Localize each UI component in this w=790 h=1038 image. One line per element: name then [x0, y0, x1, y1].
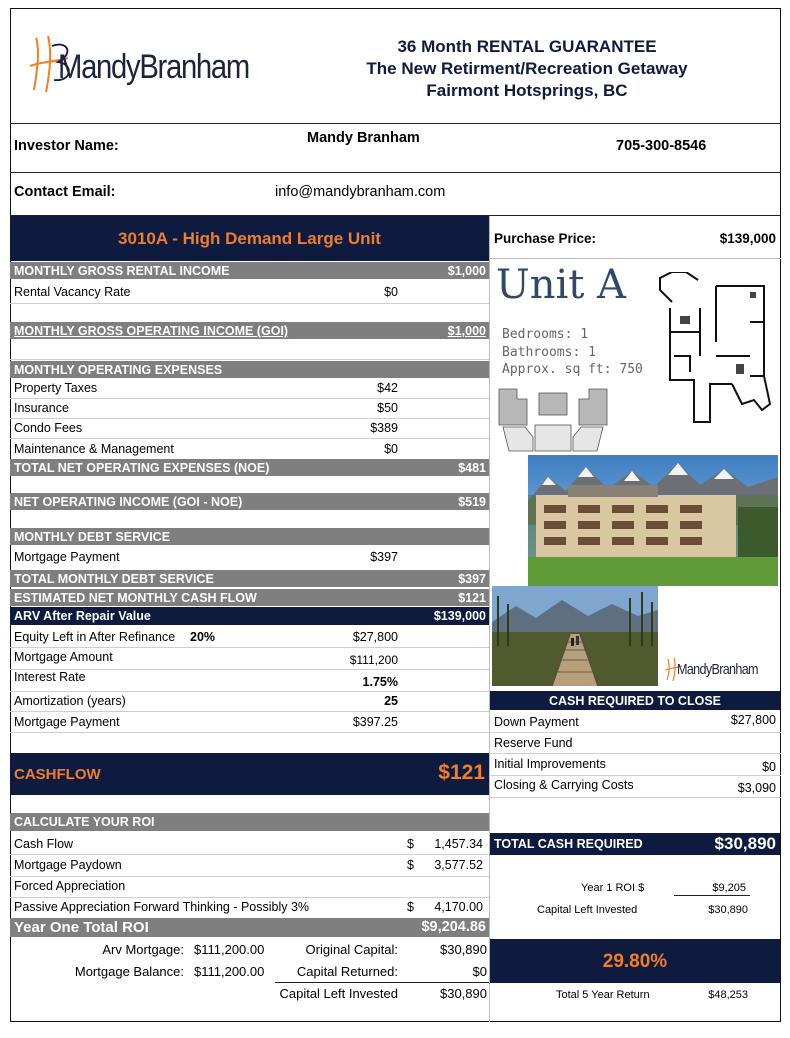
- row-divider: [10, 438, 489, 439]
- column-divider: [489, 216, 490, 1022]
- divider: [489, 258, 781, 259]
- unit-title: 3010A - High Demand Large Unit: [118, 229, 381, 248]
- expenses-header: MONTHLY OPERATING EXPENSES: [14, 363, 223, 377]
- interest-value: 1.75%: [362, 675, 398, 689]
- debt-mortgage-label: Mortgage Payment: [14, 550, 120, 564]
- header-titles: [300, 36, 754, 102]
- roi-header-bar: [10, 813, 489, 831]
- roi-item-currency: $: [407, 858, 414, 872]
- five-year-value: $48,253: [708, 989, 748, 1001]
- contact-email-value[interactable]: info@mandybranham.com: [275, 184, 446, 200]
- expense-value: $50: [377, 401, 398, 415]
- year1-roi-label: Year 1 ROI $: [581, 882, 645, 894]
- roi-item-label: Mortgage Paydown: [14, 858, 122, 872]
- building-footprint-image: [495, 385, 611, 457]
- total-cash-value: $30,890: [714, 834, 776, 853]
- boardwalk-photo: [492, 586, 658, 686]
- roi-item-value: 3,577.52: [434, 858, 483, 872]
- row-divider: [10, 691, 489, 692]
- row-divider: [489, 753, 781, 754]
- roi-item-currency: $: [407, 837, 414, 851]
- resort-building-photo: [528, 455, 778, 586]
- cashflow-value: $121: [438, 761, 485, 784]
- noi-value: $519: [458, 495, 486, 509]
- gross-income-bar: [10, 262, 489, 279]
- expense-label: Maintenance & Management: [14, 442, 174, 456]
- cash-to-close-title: CASH REQUIRED TO CLOSE: [548, 694, 721, 708]
- original-capital-value: $30,890: [440, 942, 487, 957]
- arv-label: ARV After Repair Value: [14, 609, 151, 623]
- small-brand-logo: [664, 656, 780, 682]
- row-divider: [10, 418, 489, 419]
- roi-item-currency: $: [407, 900, 414, 914]
- close-item-label: Down Payment: [494, 715, 579, 729]
- noi-label: NET OPERATING INCOME (GOI - NOE): [14, 495, 243, 509]
- goi-value: $1,000: [447, 324, 486, 338]
- investor-phone: 705-300-8546: [616, 138, 707, 154]
- vacancy-value: $0: [384, 285, 398, 299]
- equity-pct: 20%: [190, 630, 216, 644]
- bathrooms-text: Bathrooms: 1: [502, 345, 596, 360]
- roi-total-value: $9,204.86: [421, 919, 486, 935]
- close-item-value: $3,090: [737, 781, 776, 795]
- mortgage-balance-label: Mortgage Balance:: [74, 964, 184, 979]
- payment-value: $397.25: [352, 715, 398, 729]
- roi-item-label: Forced Appreciation: [14, 879, 126, 893]
- close-item-label: Reserve Fund: [494, 736, 573, 750]
- amortization-label: Amortization (years): [14, 694, 126, 708]
- expenses-header-bar: [10, 361, 489, 378]
- debt-header-bar: [10, 528, 489, 545]
- unit-title-banner: [10, 216, 489, 261]
- title-line-1: 36 Month RENTAL GUARANTEE: [397, 37, 657, 56]
- capital-left-label: Capital Left Invested: [279, 986, 398, 1001]
- five-year-label: Total 5 Year Return: [556, 989, 650, 1001]
- row-divider: [10, 711, 489, 712]
- bedrooms-text: Bedrooms: 1: [502, 327, 589, 342]
- payment-label: Mortgage Payment: [14, 715, 120, 729]
- total-debt-value: $397: [458, 572, 486, 586]
- noe-bar: [10, 459, 489, 476]
- roi-total-label: Year One Total ROI: [14, 919, 149, 936]
- arv-mortgage-label: Arv Mortgage:: [102, 942, 184, 957]
- roi-header: CALCULATE YOUR ROI: [14, 815, 155, 829]
- cashflow-label: CASHFLOW: [14, 766, 101, 783]
- capital-left-right-label: Capital Left Invested: [537, 904, 638, 916]
- logo-text: MandyBranham: [58, 48, 249, 86]
- contact-email-label: Contact Email:: [14, 184, 116, 200]
- noi-bar: [10, 493, 489, 510]
- debt-header: MONTHLY DEBT SERVICE: [14, 530, 171, 544]
- row-divider: [10, 732, 489, 733]
- roi-total-bar: [10, 918, 489, 937]
- gross-income-label: MONTHLY GROSS RENTAL INCOME: [14, 264, 230, 278]
- roi-item-label: Cash Flow: [14, 837, 74, 851]
- total-cash-banner: [490, 833, 780, 855]
- sqft-text: Approx. sq ft: 750: [502, 362, 643, 377]
- row-divider: [10, 647, 489, 648]
- divider: [10, 123, 781, 124]
- capital-left-value: $30,890: [440, 986, 487, 1001]
- net-cashflow-label: ESTIMATED NET MONTHLY CASH FLOW: [14, 591, 257, 605]
- equity-label: Equity Left in After Refinance: [14, 630, 176, 644]
- expense-value: $42: [377, 381, 398, 395]
- return-pct: 29.80%: [602, 951, 668, 972]
- row-divider: [10, 303, 489, 304]
- small-logo-text: MandyBranham: [677, 661, 758, 678]
- close-item-label: Closing & Carrying Costs: [494, 778, 634, 792]
- debt-mortgage-value: $397: [370, 550, 398, 564]
- total-cash-label: TOTAL CASH REQUIRED: [494, 837, 643, 851]
- expense-label: Insurance: [14, 401, 69, 415]
- net-cashflow-bar: [10, 589, 489, 606]
- row-divider: [10, 897, 489, 898]
- brand-logo: [28, 34, 273, 96]
- year1-roi-value: $9,205: [712, 882, 746, 894]
- arv-bar: [10, 607, 489, 625]
- row-divider: [10, 876, 489, 877]
- interest-label: Interest Rate: [14, 670, 86, 684]
- row-divider: [10, 359, 489, 360]
- roi-item-value: 4,170.00: [434, 900, 483, 914]
- expense-value: $389: [370, 421, 398, 435]
- expense-label: Property Taxes: [14, 381, 98, 395]
- purchase-price-value: $139,000: [719, 231, 776, 246]
- arv-value: $139,000: [433, 609, 486, 623]
- expense-value: $0: [384, 442, 398, 456]
- equity-value: $27,800: [352, 630, 398, 644]
- row-divider: [10, 398, 489, 399]
- mortgage-amount-label: Mortgage Amount: [14, 650, 113, 664]
- investor-name-label: Investor Name:: [14, 138, 119, 154]
- roi-item-value: 1,457.34: [434, 837, 483, 851]
- roi-item-label: Passive Appreciation Forward Thinking - Possibly 3%: [14, 900, 310, 914]
- return-pct-banner: [490, 939, 780, 983]
- cashflow-banner: [10, 753, 489, 795]
- purchase-price-label: Purchase Price:: [494, 231, 597, 246]
- mortgage-balance-value: $111,200.00: [194, 964, 265, 979]
- close-item-value: $0: [762, 760, 776, 774]
- row-divider: [489, 775, 781, 776]
- capital-left-right-value: $30,890: [708, 904, 748, 916]
- net-cashflow-value: $121: [458, 591, 486, 605]
- noe-label: TOTAL NET OPERATING EXPENSES (NOE): [14, 461, 270, 475]
- vacancy-label: Rental Vacancy Rate: [14, 285, 131, 299]
- amortization-value: 25: [384, 694, 398, 708]
- row-divider: [10, 854, 489, 855]
- goi-label: MONTHLY GROSS OPERATING INCOME (GOI): [14, 324, 289, 338]
- capital-returned-label: Capital Returned:: [296, 964, 398, 979]
- divider: [10, 172, 781, 173]
- noe-value: $481: [458, 461, 486, 475]
- cash-to-close-header: [490, 691, 780, 710]
- mortgage-amount-value: $111,200: [349, 653, 398, 667]
- expense-label: Condo Fees: [14, 421, 83, 435]
- total-debt-bar: [10, 570, 489, 587]
- total-debt-label: TOTAL MONTHLY DEBT SERVICE: [14, 572, 214, 586]
- close-item-value: $27,800: [730, 713, 776, 727]
- gross-income-value: $1,000: [447, 264, 486, 278]
- title-line-3: Fairmont Hotsprings, BC: [426, 81, 628, 100]
- row-divider: [489, 732, 781, 733]
- investor-name-value: Mandy Branham: [307, 130, 420, 146]
- capital-returned-value: $0: [472, 964, 487, 979]
- title-line-2: The New Retirment/Recreation Getaway: [366, 59, 688, 78]
- row-divider: [489, 797, 781, 798]
- floorplan-title: Unit A: [496, 262, 626, 308]
- divider: [674, 895, 750, 896]
- original-capital-label: Original Capital:: [305, 942, 398, 957]
- floor-plan-image: [650, 272, 776, 447]
- close-item-label: Initial Improvements: [494, 757, 606, 771]
- divider: [275, 982, 489, 983]
- arv-mortgage-value: $111,200.00: [194, 942, 265, 957]
- goi-bar: [10, 322, 489, 339]
